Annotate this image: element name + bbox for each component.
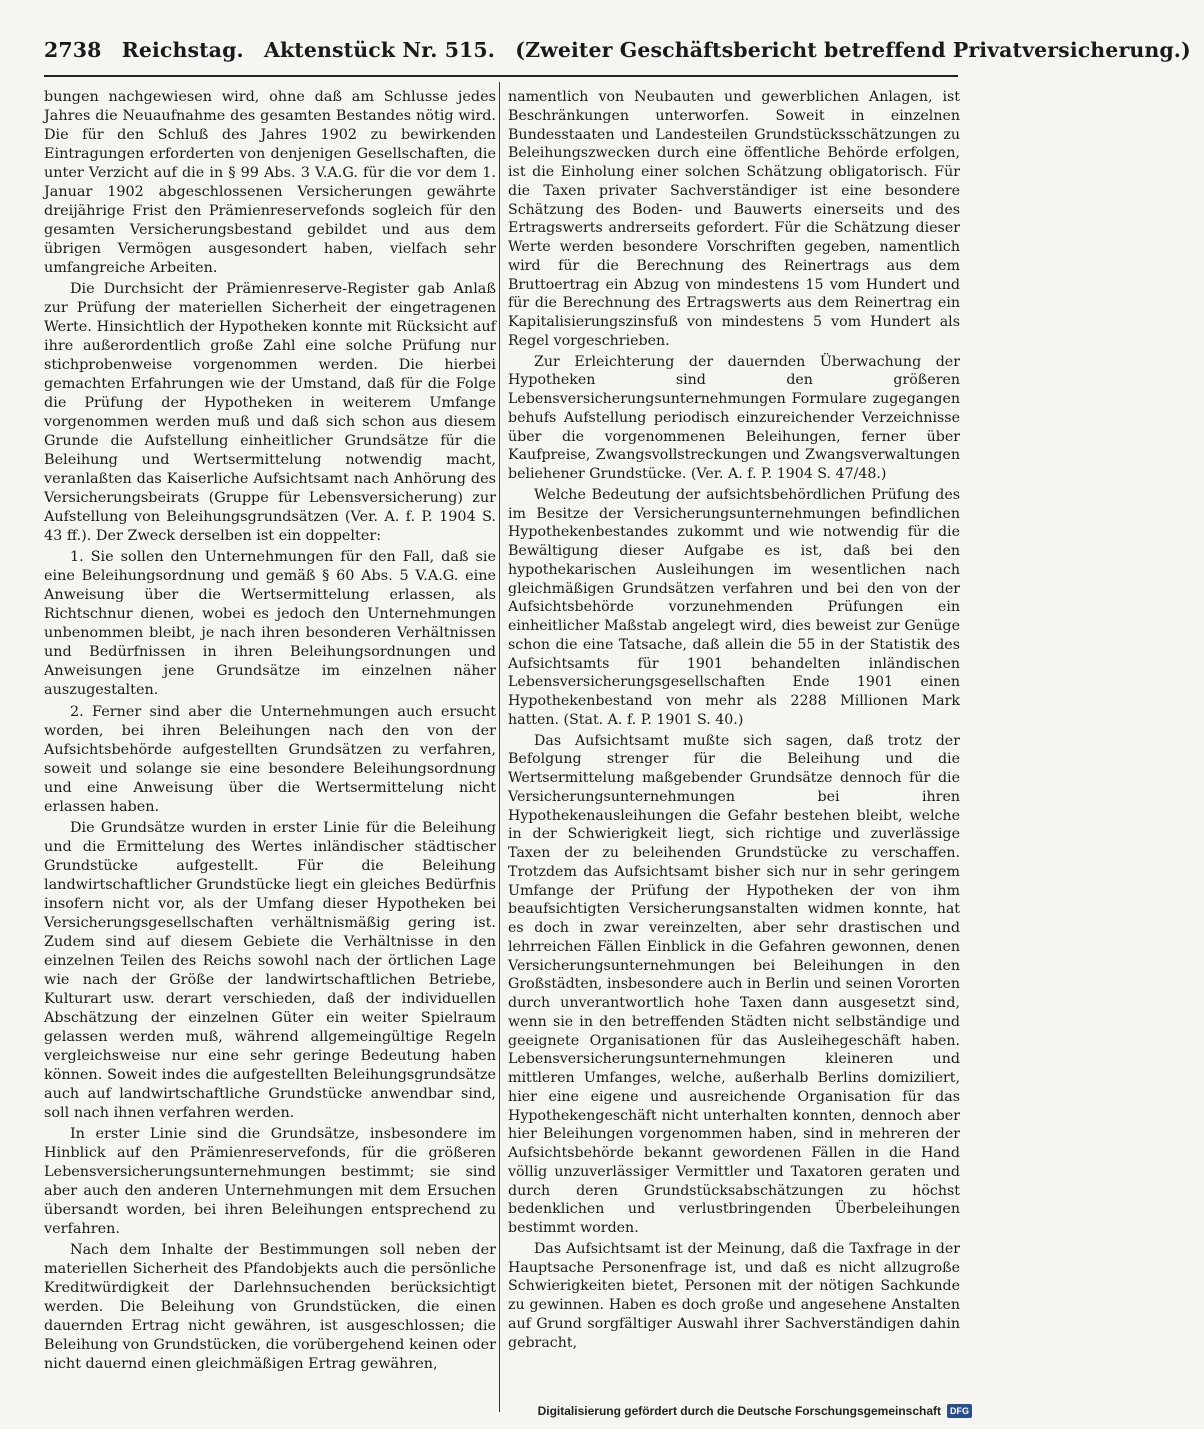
paragraph: In erster Linie sind die Grundsätze, insbesondere im Hinblick auf den Prämienreservefonds, für die größeren Lebensversicherungsunternehmungen bestimmt; sie sind aber auch den anderen Unternehmungen mit dem Ersuchen übersandt worden, bei ihren Beleihungen entsprechend zu verfahren. <box>44 1125 496 1237</box>
paragraph: Welche Bedeutung der aufsichtsbehördlichen Prüfung des im Besitze der Versicherungsunternehmungen befindlichen Hypothekenbestandes zukommt und wie notwendig für die Bewältigung dieser Aufgabe es ist, daß bei den hypothekarischen Ausleihungen im wesentlichen nach gleichmäßigen Grundsätzen verfahren und bei den von der Aufsichtsbehörde vorzunehmenden Prüfungen ein einheitlicher Maßstab angelegt wird, dies beweist zur Genüge schon die eine Tatsache, daß allein die 55 in der Statistik des Aufsichtsamts für 1901 behandelten inländischen Lebensversicherungsgesellschaften Ende 1901 einen Hypothekenbestand von mehr als 2288 Millionen Mark hatten. (Stat. A. f. P. 1901 S. 40.) <box>508 486 960 728</box>
paragraph: Das Aufsichtsamt mußte sich sagen, daß trotz der Befolgung strenger für die Beleihung und die Wertsermittelung maßgebender Grundsätze dennoch für die Versicherungsunternehmungen bei ihren Hypothekenausleihungen die Gefahr bestehen bleibt, welche in der Schwierigkeit liegt, sich richtige und zuverlässige Taxen der zu beleihenden Grundstücke zu verschaffen. Trotzdem das Aufsichtsamt bisher sich nur in sehr geringem Umfange der Prüfung der Hypotheken der von ihm beaufsichtigten Versicherungsanstalten widmen konnte, hat es doch in zwar vereinzelten, aber sehr drastischen und lehrreichen Fällen Einblick in die Gefahren gewonnen, denen Versicherungsunternehmungen bei Beleihungen in den Großstädten, insbesondere auch in Berlin und seinen Vororten durch unverantwortlich hohe Taxen dann ausgesetzt sind, wenn sie in den betreffenden Städten nicht selbständige und geeignete Organisationen für das Ausleihegeschäft haben. Lebensversicherungsunternehmungen kleineren und mittleren Umfanges, welche, außerhalb Berlins domiziliert, hier eine eigene und ausreichende Organisation für das Hypothekengeschäft nicht unterhalten konnten, dennoch aber hier Beleihungen vorgenommen haben, sind in mehreren der Aufsichtsbehörde bekannt gewordenen Fällen in die Hand völlig unzuverlässiger Vermittler und Taxatoren geraten und durch deren Grundstücksabschätzungen zu höchst bedenklichen und verlustbringenden Überbeleihungen bestimmt worden. <box>508 732 960 1236</box>
paragraph: Die Grundsätze wurden in erster Linie für die Beleihung und die Ermittelung des Wertes inländischer städtischer Grundstücke aufgestellt. Für die Beleihung landwirtschaftlicher Grundstücke liegt ein gleiches Bedürfnis insofern nicht vor, als der Umfang dieser Hypotheken bei Versicherungsgesellschaften verhältnismäßig gering ist. Zudem sind auf diesem Gebiete die Verhältnisse in den einzelnen Teilen des Reichs sowohl nach der örtlichen Lage wie nach der Größe der landwirtschaftlichen Betriebe, Kulturart usw. derart verschieden, daß der individuellen Abschätzung der einzelnen Güter ein weiter Spielraum gelassen werden muß, während allgemeingültige Regeln vergleichsweise nur eine sehr geringe Bedeutung haben können. Soweit indes die aufgestellten Beleihungsgrundsätze auch auf landwirtschaftliche Grundstücke anwendbar sind, soll nach ihnen verfahren werden. <box>44 819 496 1121</box>
column-divider <box>499 82 500 1412</box>
header-subject: (Zweiter Geschäftsbericht betreffend Privatversicherung.) <box>515 38 1191 62</box>
paragraph: bungen nachgewiesen wird, ohne daß am Schlusse jedes Jahres die Neuaufnahme des gesamten Bestandes nötig wird. Die für den Schluß des Jahres 1902 zu bewirkenden Eintragungen erforderten von denjenigen Gesellschaften, die unter Verzicht auf die in § 99 Abs. 3 V.A.G. für die vor dem 1. Januar 1902 abgeschlossenen Versicherungen gewährte dreijährige Frist den Prämienreservefonds sogleich für den gesamten Versicherungsbestand gebildet und aus dem übrigen Vermögen ausgesondert haben, vielfach sehr umfangreiche Arbeiten. <box>44 89 496 277</box>
paragraph: 2. Ferner sind aber die Unternehmungen auch ersucht worden, bei ihren Beleihungen nach den von der Aufsichtsbehörde aufgestellten Grundsätzen zu verfahren, soweit und solange sie eine besondere Beleihungsordnung und eine Anweisung über die Wertsermittelung nicht erlassen haben. <box>44 703 496 815</box>
left-column <box>44 88 496 1376</box>
header-document: Aktenstück Nr. 515. <box>264 38 496 62</box>
dfg-logo-icon: DFG <box>947 1404 972 1418</box>
paragraph: 1. Sie sollen den Unternehmungen für den Fall, daß sie eine Beleihungsordnung und gemäß § 60 Abs. 5 V.A.G. eine Anweisung über die Wertsermittelung erlassen, als Richtschnur dienen, wobei es jedoch den Unternehmungen unbenommen bleibt, je nach ihren besonderen Verhältnissen und Bedürfnissen in ihren Beleihungsordnungen und Anweisungen jene Grundsätze im einzelnen näher auszugestalten. <box>44 549 496 699</box>
footer-credit: Digitalisierung gefördert durch die Deutsche Forschungsgemeinschaft <box>537 1404 941 1418</box>
footer <box>538 1401 972 1421</box>
header-institution: Reichstag. <box>121 38 244 62</box>
paragraph: Das Aufsichtsamt ist der Meinung, daß die Taxfrage in der Hauptsache Personenfrage ist, und daß es nicht allzugroße Schwierigkeiten bietet, Personen mit der nötigen Sachkunde zu gewinnen. Haben es doch große und angesehene Anstalten auf Grund sorgfältiger Auswahl ihrer Sachverständigen dahin gebracht, <box>508 1240 960 1351</box>
page-number: 2738 <box>44 38 102 62</box>
paragraph: Nach dem Inhalte der Bestimmungen soll neben der materiellen Sicherheit des Pfandobjekts auch die persönliche Kreditwürdigkeit der Darlehnsuchenden berücksichtigt werden. Die Beleihung von Grundstücken, die einen dauernden Ertrag nicht gewähren, ist ausgeschlossen; die Beleihung von Grundstücken, die vorübergehend keinen oder nicht dauernd einen gleichmäßigen Ertrag gewähren, <box>44 1241 496 1373</box>
right-column <box>508 88 960 1354</box>
header-rule <box>44 75 958 77</box>
paragraph: Die Durchsicht der Prämienreserve-Register gab Anlaß zur Prüfung der materiellen Sicherheit der eingetragenen Werte. Hinsichtlich der Hypotheken konnte mit Rücksicht auf ihre außerordentlich große Zahl eine solche Prüfung nur stichprobenweise vorgenommen werden. Die hierbei gemachten Erfahrungen wie der Umstand, daß für die Folge die Prüfung der Hypotheken in weiterem Umfange vorgenommen werden muß und daß sich schon aus diesem Grunde die Aufstellung einheitlicher Grundsätze für die Beleihung und Wertsermittelung notwendig macht, veranlaßten das Kaiserliche Aufsichtsamt nach Anhörung des Versicherungsbeirats (Gruppe für Lebensversicherung) zur Aufstellung von Beleihungsgrundsätzen (Ver. A. f. P. 1904 S. 43 ff.). Der Zweck derselben ist ein doppelter: <box>44 281 496 545</box>
running-header <box>44 30 1191 70</box>
paragraph: Zur Erleichterung der dauernden Überwachung der Hypotheken sind den größeren Lebensversicherungsunternehmungen Formulare zugegangen behufs Aufstellung periodisch einzureichender Verzeichnisse über die vorgenommenen Beleihungen, ferner über Kaufpreise, Zwangsvollstreckungen und Zwangsverwaltungen beliehener Grundstücke. (Ver. A. f. P. 1904 S. 47/48.) <box>508 353 960 482</box>
paragraph: namentlich von Neubauten und gewerblichen Anlagen, ist Beschränkungen unterworfen. Soweit in einzelnen Bundesstaaten und Landesteilen Grundstücksschätzungen zu Beleihungszwecken durch eine öffentliche Behörde erfolgen, ist die Einholung einer solchen Schätzung obligatorisch. Für die Taxen privater Sachverständiger ist eine besondere Schätzung des Boden- und Bauwerts einerseits und des Ertragswerts andrerseits gefordert. Für die Schätzung dieser Werte werden besondere Vorschriften gegeben, namentlich wird für die Berechnung des Reinertrags aus dem Bruttoertrag ein Abzug von mindestens 15 vom Hundert und für die Berechnung des Ertragswerts aus dem Reinertrag ein Kapitalisierungszinsfuß von mindestens 5 vom Hundert als Regel vorgeschrieben. <box>508 89 960 349</box>
